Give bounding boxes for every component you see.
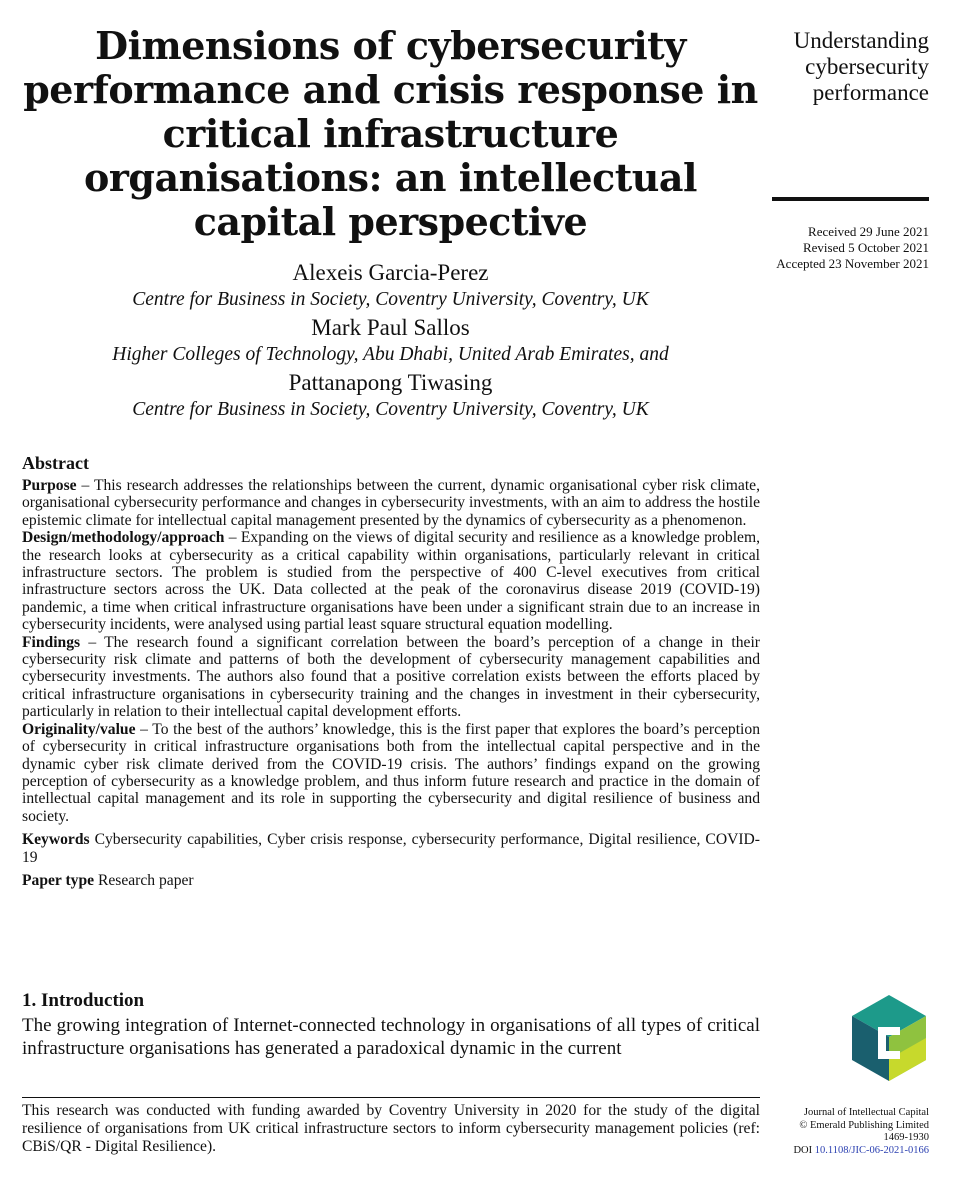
author-name: Mark Paul Sallos — [311, 315, 470, 340]
purpose-label: Purpose — [22, 477, 77, 494]
funding-footnote: This research was conducted with funding awarded by Coventry University in 2020 for the study of the digital resilience of organisations from UK critical infrastructure sectors to inform cybersecurity management policies (ref: CBiS/QR - Digital Resilience). — [22, 1102, 760, 1155]
received-date: Received 29 June 2021 — [808, 224, 929, 239]
introduction-heading: 1. Introduction — [22, 990, 145, 1011]
abstract-heading: Abstract — [22, 453, 89, 473]
doi-line — [793, 1145, 929, 1158]
paper-type — [22, 872, 760, 889]
design-label: Design/methodology/approach — [22, 529, 225, 547]
abstract — [22, 452, 760, 889]
author-name: Pattanapong Tiwasing — [288, 370, 493, 395]
author-affiliation: Centre for Business in Society, Coventry University, Coventry, UK — [132, 399, 649, 420]
issn: 1469-1930 — [883, 1132, 929, 1143]
keywords-text: Cybersecurity capabilities, Cyber crisis response, cybersecurity performance, Digital resilience, COVID-19 — [22, 831, 760, 866]
design-text: – Expanding on the views of digital security and resilience as a knowledge problem, the research looks at cybersecurity as a critical capability within organisations, particularly relevant in critical infrastructure sectors. The problem is studied from the perspective of 400 C-level executives from critical infrastructure sectors across the UK. Data collected at the peak of the coronavirus disease 2019 (COVID-19) pandemic, a time when critical infrastructure organisations have been under a significant strain due to an increase in cybersecurity incidents, were analysed using partial least square structural equation modelling. — [22, 529, 760, 634]
paper-title: Dimensions of cybersecurity performance and crisis response in critical infrastructure organisations: an intellectual capital perspective — [23, 23, 758, 244]
doi-label: DOI — [793, 1144, 813, 1156]
originality-label: Originality/value — [22, 720, 136, 738]
findings-label: Findings — [22, 633, 81, 651]
author-affiliation: Higher Colleges of Technology, Abu Dhabi, United Arab Emirates, and — [112, 344, 669, 365]
introduction-section — [22, 990, 760, 1060]
author-name: Alexeis Garcia-Perez — [292, 260, 489, 285]
submission-dates — [776, 224, 929, 272]
doi-link[interactable]: 10.1108/JIC-06-2021-0166 — [814, 1144, 929, 1156]
revised-date: Revised 5 October 2021 — [802, 240, 929, 255]
keywords — [22, 831, 760, 866]
accepted-date: Accepted 23 November 2021 — [776, 256, 929, 271]
sidebar-rule — [772, 197, 929, 201]
abstract-purpose — [22, 477, 760, 529]
findings-text: – The research found a significant correlation between the board’s perception of a change in their cybersecurity risk climate and patterns of both the development of cybersecurity management capabilities and cybersecurity investments. The authors also found that a positive correlation exists between the efforts placed by critical infrastructure organisations in cybersecurity training and the changes in investment in their cybersecurity, particularly in relation to their intellectual capital development efforts. — [22, 633, 760, 721]
running-title: Understanding cybersecurity performance — [793, 28, 929, 105]
publisher: © Emerald Publishing Limited — [799, 1119, 929, 1131]
abstract-originality — [22, 721, 760, 825]
paper-type-text: Research paper — [94, 871, 194, 889]
abstract-design — [22, 529, 760, 633]
emerald-logo-icon — [848, 993, 930, 1083]
originality-text: – To the best of the authors’ knowledge, this is the first paper that explores the board’s perception of cybersecurity in critical infrastructure organisations both from the intellectual capital perspective and in the dynamic cyber risk climate derived from the COVID-19 crisis. The authors’ findings expand on the growing perception of cybersecurity as a knowledge problem, and thus inform future research and practice in the domain of intellectual capital management and its role in supporting the cybersecurity and digital resilience of business and society. — [22, 720, 760, 825]
introduction-text: The growing integration of Internet-connected technology in organisations of all types of critical infrastructure organisations has generated a paradoxical dynamic in the current — [22, 1015, 760, 1059]
purpose-text: – This research addresses the relationships between the current, dynamic organisational cyber risk climate, organisational cybersecurity performance and changes in cybersecurity investments, with an aim to address the hostile epistemic climate for intellectual capital management presented by the dynamics of cybersecurity as a phenomenon. — [22, 477, 761, 529]
paper-type-label: Paper type — [22, 871, 95, 889]
keywords-label: Keywords — [22, 831, 90, 849]
author-block — [18, 258, 763, 423]
journal-info — [793, 1107, 929, 1157]
footnote-rule — [22, 1097, 760, 1098]
journal-name: Journal of Intellectual Capital — [803, 1107, 929, 1118]
abstract-findings — [22, 634, 760, 721]
author-affiliation: Centre for Business in Society, Coventry University, Coventry, UK — [132, 289, 649, 310]
